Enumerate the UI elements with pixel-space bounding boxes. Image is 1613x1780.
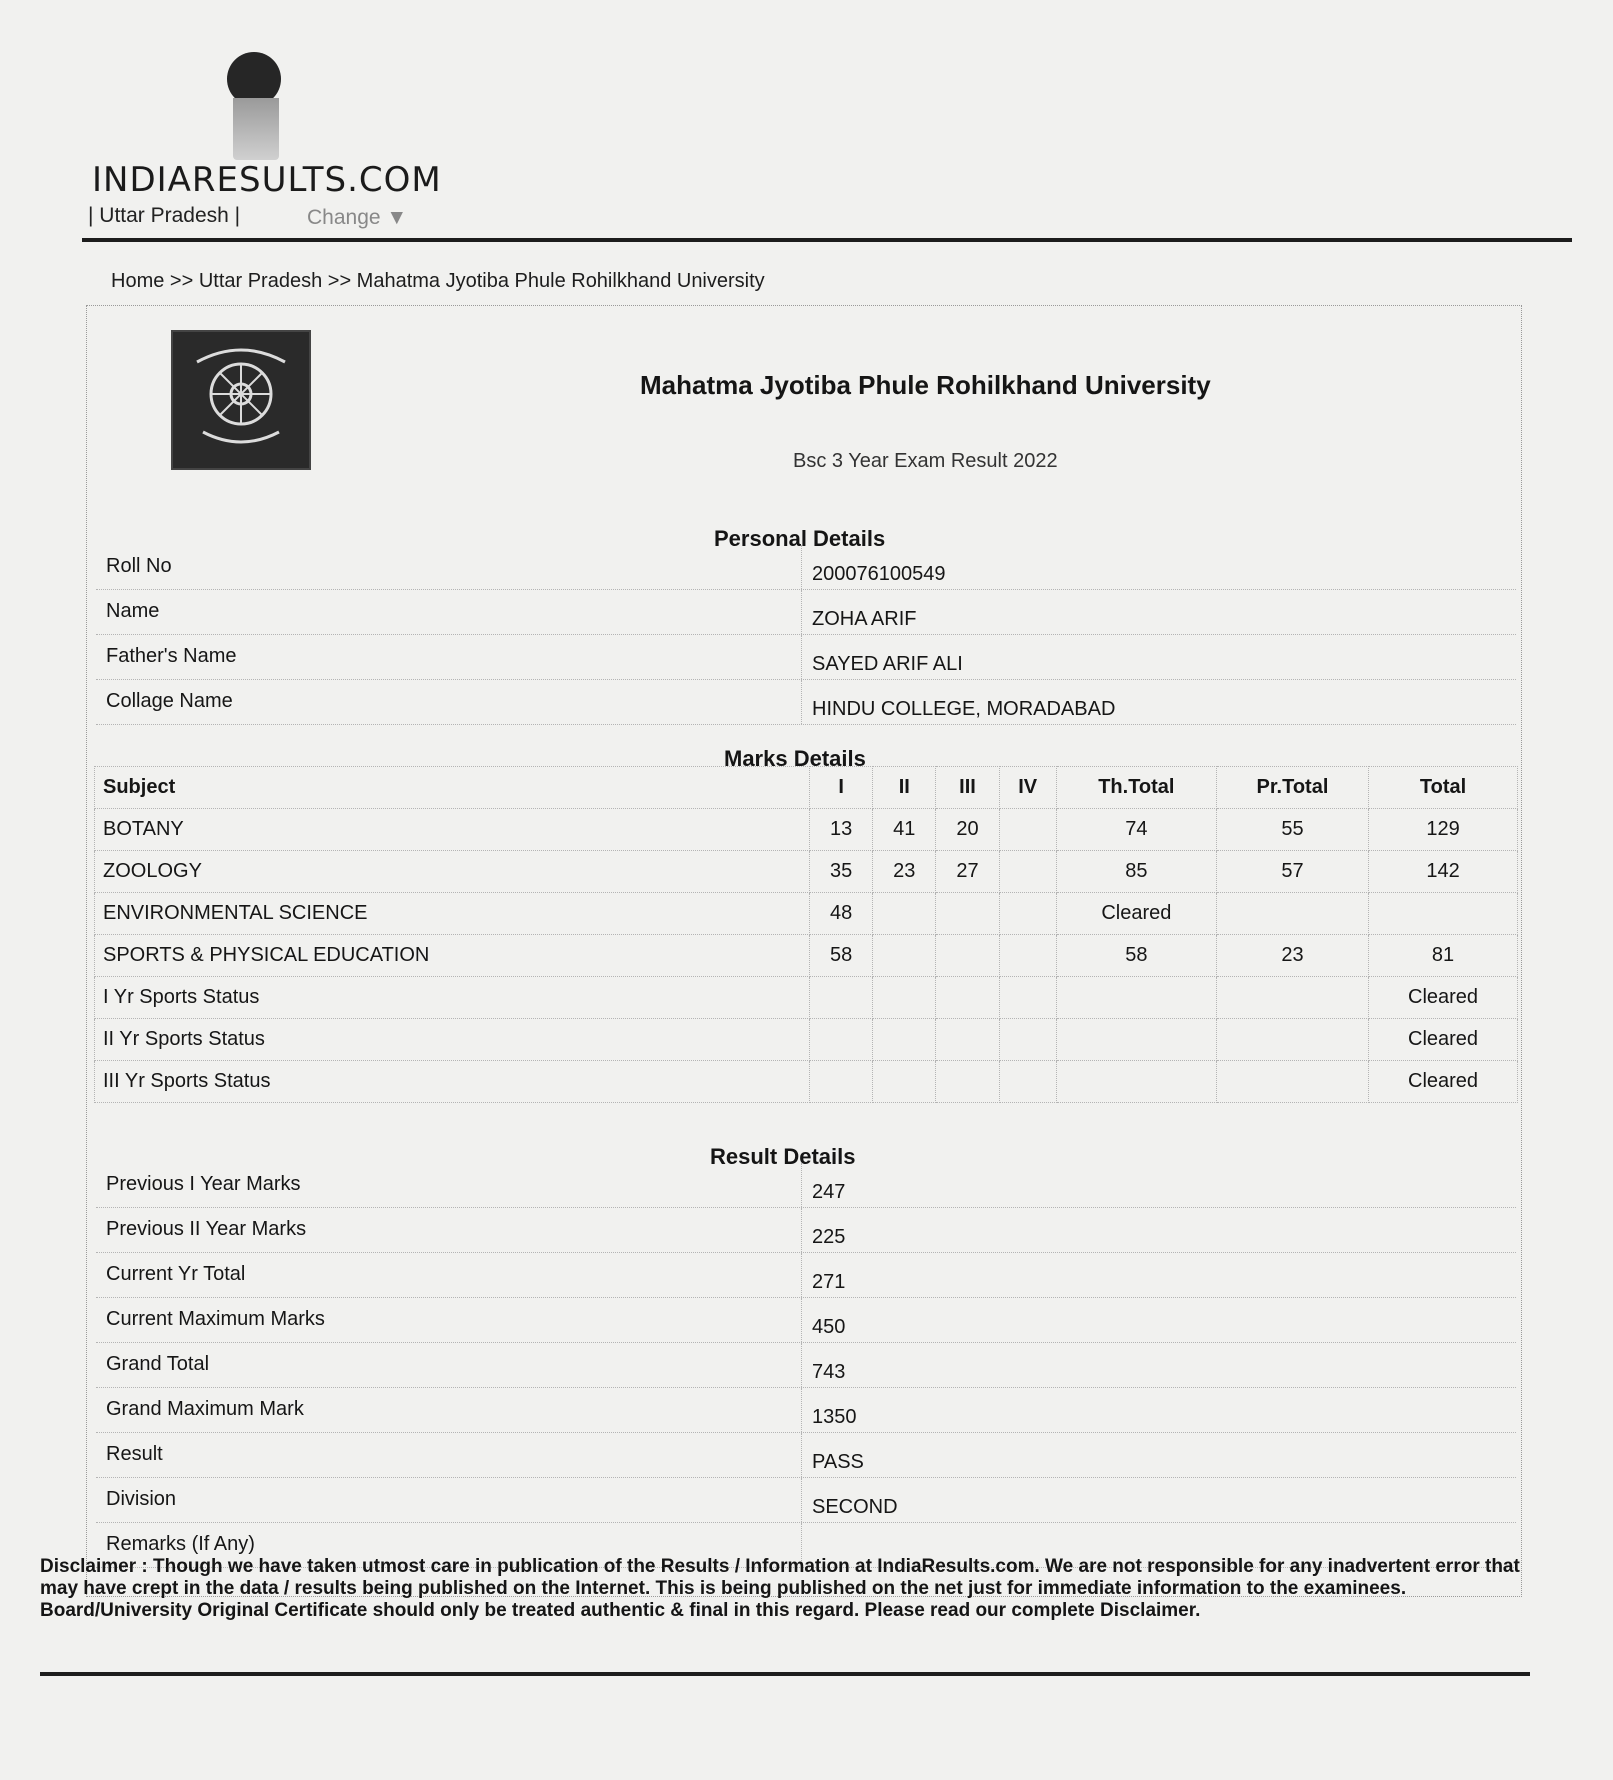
footer-divider [40, 1672, 1530, 1676]
mark-cell [999, 1019, 1056, 1061]
mark-cell [810, 1019, 873, 1061]
mark-cell [936, 1019, 999, 1061]
total-cell: 81 [1369, 935, 1518, 977]
mark-cell [936, 935, 999, 977]
result-details-heading: Result Details [710, 1144, 856, 1169]
mark-cell: 35 [810, 851, 873, 893]
detail-value: 271 [812, 1271, 846, 1293]
detail-label: Grand Total [106, 1353, 210, 1375]
subject-cell: SPORTS & PHYSICAL EDUCATION [95, 935, 810, 977]
site-logo[interactable] [88, 52, 442, 232]
site-logo-text: INDIARESULTS.COM [92, 160, 442, 200]
column-header: II [873, 767, 936, 809]
table-row [95, 1061, 1518, 1103]
column-header: Total [1369, 767, 1518, 809]
mark-cell [810, 977, 873, 1019]
detail-row [96, 635, 1516, 680]
detail-row [96, 545, 1516, 590]
detail-row [96, 1298, 1516, 1343]
column-header: IV [999, 767, 1056, 809]
detail-label: Previous I Year Marks [106, 1173, 301, 1195]
mark-cell: 20 [936, 809, 999, 851]
mark-cell [873, 977, 936, 1019]
mark-cell [999, 977, 1056, 1019]
total-cell: 142 [1369, 851, 1518, 893]
practical-total-cell: 23 [1216, 935, 1368, 977]
mark-cell [999, 1061, 1056, 1103]
mark-cell [999, 851, 1056, 893]
mark-cell [873, 1061, 936, 1103]
breadcrumb[interactable]: Home >> Uttar Pradesh >> Mahatma Jyotiba Phule Rohilkhand University [111, 270, 765, 292]
detail-value: PASS [812, 1451, 864, 1473]
column-header: Pr.Total [1216, 767, 1368, 809]
column-header: Subject [95, 767, 810, 809]
university-emblem-icon [171, 330, 311, 470]
detail-label: Result [106, 1443, 163, 1465]
subject-cell: BOTANY [95, 809, 810, 851]
marks-header-row [95, 767, 1518, 809]
practical-total-cell [1216, 1061, 1368, 1103]
table-row [95, 935, 1518, 977]
detail-value: 225 [812, 1226, 846, 1248]
table-row [95, 977, 1518, 1019]
exam-title: Bsc 3 Year Exam Result 2022 [793, 450, 1058, 472]
indiaresults-logo-icon [227, 52, 287, 162]
mark-cell [999, 893, 1056, 935]
detail-row [96, 590, 1516, 635]
column-header: I [810, 767, 873, 809]
detail-row [96, 1253, 1516, 1298]
theory-total-cell [1056, 1019, 1216, 1061]
personal-details [96, 545, 1516, 725]
total-cell [1369, 893, 1518, 935]
table-row [95, 851, 1518, 893]
mark-cell: 27 [936, 851, 999, 893]
table-row [95, 809, 1518, 851]
practical-total-cell: 55 [1216, 809, 1368, 851]
practical-total-cell: 57 [1216, 851, 1368, 893]
change-state-dropdown[interactable]: Change ▼ [307, 206, 408, 229]
total-cell: Cleared [1369, 1019, 1518, 1061]
mark-cell [873, 1019, 936, 1061]
detail-row [96, 1478, 1516, 1523]
detail-value: SECOND [812, 1496, 898, 1518]
detail-label: Previous II Year Marks [106, 1218, 307, 1240]
detail-value: 1350 [812, 1406, 857, 1428]
theory-total-cell: 74 [1056, 809, 1216, 851]
university-title: Mahatma Jyotiba Phule Rohilkhand University [640, 370, 1211, 400]
detail-value: 200076100549 [812, 563, 946, 585]
header-divider [82, 238, 1572, 242]
total-cell: Cleared [1369, 977, 1518, 1019]
subject-cell: ZOOLOGY [95, 851, 810, 893]
marks-details-heading: Marks Details [724, 746, 866, 771]
mark-cell [999, 935, 1056, 977]
detail-row [96, 1208, 1516, 1253]
theory-total-cell [1056, 1061, 1216, 1103]
practical-total-cell [1216, 1019, 1368, 1061]
detail-row [96, 1388, 1516, 1433]
mark-cell [999, 809, 1056, 851]
mark-cell: 13 [810, 809, 873, 851]
subject-cell: ENVIRONMENTAL SCIENCE [95, 893, 810, 935]
theory-total-cell [1056, 977, 1216, 1019]
detail-label: Father's Name [106, 645, 237, 667]
detail-label: Current Yr Total [106, 1263, 246, 1285]
mark-cell: 41 [873, 809, 936, 851]
detail-row [96, 680, 1516, 725]
practical-total-cell [1216, 893, 1368, 935]
detail-label: Remarks (If Any) [106, 1533, 255, 1555]
mark-cell [936, 977, 999, 1019]
detail-value: 450 [812, 1316, 846, 1338]
detail-value: 247 [812, 1181, 846, 1203]
detail-row [96, 1163, 1516, 1208]
result-details [96, 1163, 1516, 1568]
detail-row [96, 1433, 1516, 1478]
mark-cell [936, 1061, 999, 1103]
total-cell: 129 [1369, 809, 1518, 851]
column-header: Th.Total [1056, 767, 1216, 809]
detail-label: Division [106, 1488, 177, 1510]
selected-state: | Uttar Pradesh | [88, 204, 241, 227]
personal-details-heading: Personal Details [714, 526, 886, 551]
detail-value: SAYED ARIF ALI [812, 653, 963, 675]
mark-cell [873, 935, 936, 977]
column-header: III [936, 767, 999, 809]
subject-cell: I Yr Sports Status [95, 977, 810, 1019]
practical-total-cell [1216, 977, 1368, 1019]
detail-label: Grand Maximum Mark [106, 1398, 304, 1420]
mark-cell [873, 893, 936, 935]
subject-cell: II Yr Sports Status [95, 1019, 810, 1061]
subject-cell: III Yr Sports Status [95, 1061, 810, 1103]
total-cell: Cleared [1369, 1061, 1518, 1103]
detail-value: 743 [812, 1361, 846, 1383]
detail-label: Name [106, 600, 160, 622]
table-row [95, 893, 1518, 935]
mark-cell [810, 1061, 873, 1103]
disclaimer-text: Disclaimer : Though we have taken utmost care in publication of the Results / Information at IndiaResults.com. We are not responsible for any inadvertent error that may have crept in the data / results being published on the Internet. This is being published on the net just for immediate information to the examinees. Board/University Original Certificate should only be treated authentic & final in this regard. Please read our complete Disclaimer. [40, 1556, 1520, 1621]
detail-value: ZOHA ARIF [812, 608, 917, 630]
table-row [95, 1019, 1518, 1061]
mark-cell: 48 [810, 893, 873, 935]
theory-total-cell: 85 [1056, 851, 1216, 893]
detail-label: Collage Name [106, 690, 233, 712]
mark-cell [936, 893, 999, 935]
mark-cell: 23 [873, 851, 936, 893]
detail-value: HINDU COLLEGE, MORADABAD [812, 698, 1116, 720]
theory-total-cell: Cleared [1056, 893, 1216, 935]
mark-cell: 58 [810, 935, 873, 977]
detail-label: Roll No [106, 555, 172, 577]
marks-table [94, 766, 1518, 1103]
detail-label: Current Maximum Marks [106, 1308, 325, 1330]
theory-total-cell: 58 [1056, 935, 1216, 977]
detail-row [96, 1343, 1516, 1388]
